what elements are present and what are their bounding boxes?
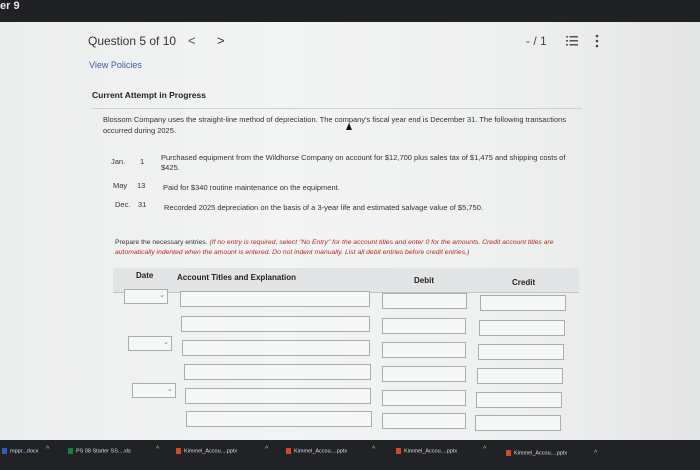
transaction-month: Dec.: [115, 200, 131, 209]
header-account-titles: Account Titles and Explanation: [177, 273, 296, 282]
credit-amount-input[interactable]: [480, 295, 566, 311]
account-title-input[interactable]: [181, 316, 370, 332]
excel-icon: [68, 448, 73, 454]
chevron-up-icon[interactable]: ^: [372, 446, 376, 453]
account-title-input[interactable]: [185, 388, 371, 404]
powerpoint-icon: [286, 448, 291, 454]
chevron-down-icon: ⌄: [167, 386, 173, 393]
download-item[interactable]: Kimmel_Accou....pptx: [506, 450, 567, 456]
mouse-pointer-icon: [346, 123, 352, 130]
next-question-button[interactable]: >: [217, 33, 225, 48]
powerpoint-icon: [396, 448, 401, 454]
problem-intro: Blossom Company uses the straight-line method of depreciation. The company's fiscal year end is December 31. The following transactions occurred during 2025.: [103, 115, 567, 135]
debit-amount-input[interactable]: [382, 413, 466, 429]
previous-question-button[interactable]: <: [188, 33, 196, 48]
header-credit: Credit: [512, 278, 536, 287]
download-item[interactable]: Kimmel_Accou....pptx: [176, 448, 237, 454]
date-select[interactable]: [124, 289, 168, 304]
credit-amount-input[interactable]: [476, 392, 562, 408]
transaction-text: Recorded 2025 depreciation on the basis of a 3-year life and estimated salvage value of $5,750.: [164, 203, 483, 212]
view-policies-link[interactable]: View Policies: [89, 60, 142, 70]
window-corner-label: er 9: [0, 0, 20, 12]
account-title-input[interactable]: [182, 340, 370, 356]
instructions-lead: Prepare the necessary entries.: [115, 239, 208, 246]
chevron-down-icon: ⌄: [159, 292, 165, 299]
debit-amount-input[interactable]: [382, 318, 466, 334]
instructions: [115, 238, 577, 257]
window-top-strip: [0, 0, 700, 22]
credit-amount-input[interactable]: [477, 368, 563, 384]
transaction-day: 13: [137, 181, 146, 190]
chevron-up-icon[interactable]: ^: [156, 446, 160, 453]
instructions-note: (If no entry is required, select "No Entry" for the account titles and enter 0 for the amounts. Credit account titles are automatically indented when the amount is entered. Do not indent manually. List all debit entries before credit entries.): [115, 239, 554, 256]
debit-amount-input[interactable]: [382, 342, 466, 358]
current-attempt-heading: Current Attempt in Progress: [92, 90, 206, 100]
transaction-text: Paid for $340 routine maintenance on the equipment.: [163, 183, 340, 192]
chevron-down-icon: ⌄: [163, 339, 169, 346]
account-title-input[interactable]: [180, 291, 370, 307]
debit-amount-input[interactable]: [382, 293, 467, 309]
chevron-up-icon[interactable]: ^: [46, 446, 50, 453]
download-item[interactable]: PS 08 Starter SS....xls: [68, 448, 131, 454]
more-options-icon[interactable]: [595, 34, 599, 48]
section-divider: [92, 108, 582, 109]
powerpoint-icon: [506, 450, 511, 456]
chevron-up-icon[interactable]: ^: [594, 450, 598, 457]
transaction-day: 31: [138, 200, 147, 209]
question-score: - / 1: [526, 34, 547, 48]
credit-amount-input[interactable]: [478, 344, 564, 360]
account-title-input[interactable]: [184, 364, 371, 380]
transaction-text: Purchased equipment from the Wildhorse Company on account for $12,700 plus sales tax of $1,475 and shipping costs of $425.: [161, 153, 566, 172]
download-item[interactable]: mppr...docx: [2, 448, 38, 454]
download-item[interactable]: Kimmel_Accou....pptx: [286, 448, 347, 454]
transaction-month: Jan.: [111, 157, 126, 166]
date-select[interactable]: [132, 383, 176, 398]
debit-amount-input[interactable]: [382, 366, 466, 382]
date-select[interactable]: [128, 336, 172, 351]
account-title-input[interactable]: [186, 411, 372, 427]
question-list-icon[interactable]: [566, 35, 578, 46]
question-counter: Question 5 of 10: [88, 34, 177, 48]
credit-amount-input[interactable]: [475, 415, 561, 431]
download-item[interactable]: Kimmel_Accou....pptx: [396, 448, 457, 454]
header-debit: Debit: [414, 276, 434, 285]
chevron-up-icon[interactable]: ^: [483, 446, 487, 453]
transaction-day: 1: [140, 157, 145, 166]
header-date: Date: [136, 271, 154, 280]
credit-amount-input[interactable]: [479, 320, 565, 336]
powerpoint-icon: [176, 448, 181, 454]
chevron-up-icon[interactable]: ^: [265, 446, 269, 453]
transaction-month: May: [113, 181, 128, 190]
word-doc-icon: [2, 448, 7, 454]
debit-amount-input[interactable]: [382, 390, 466, 406]
